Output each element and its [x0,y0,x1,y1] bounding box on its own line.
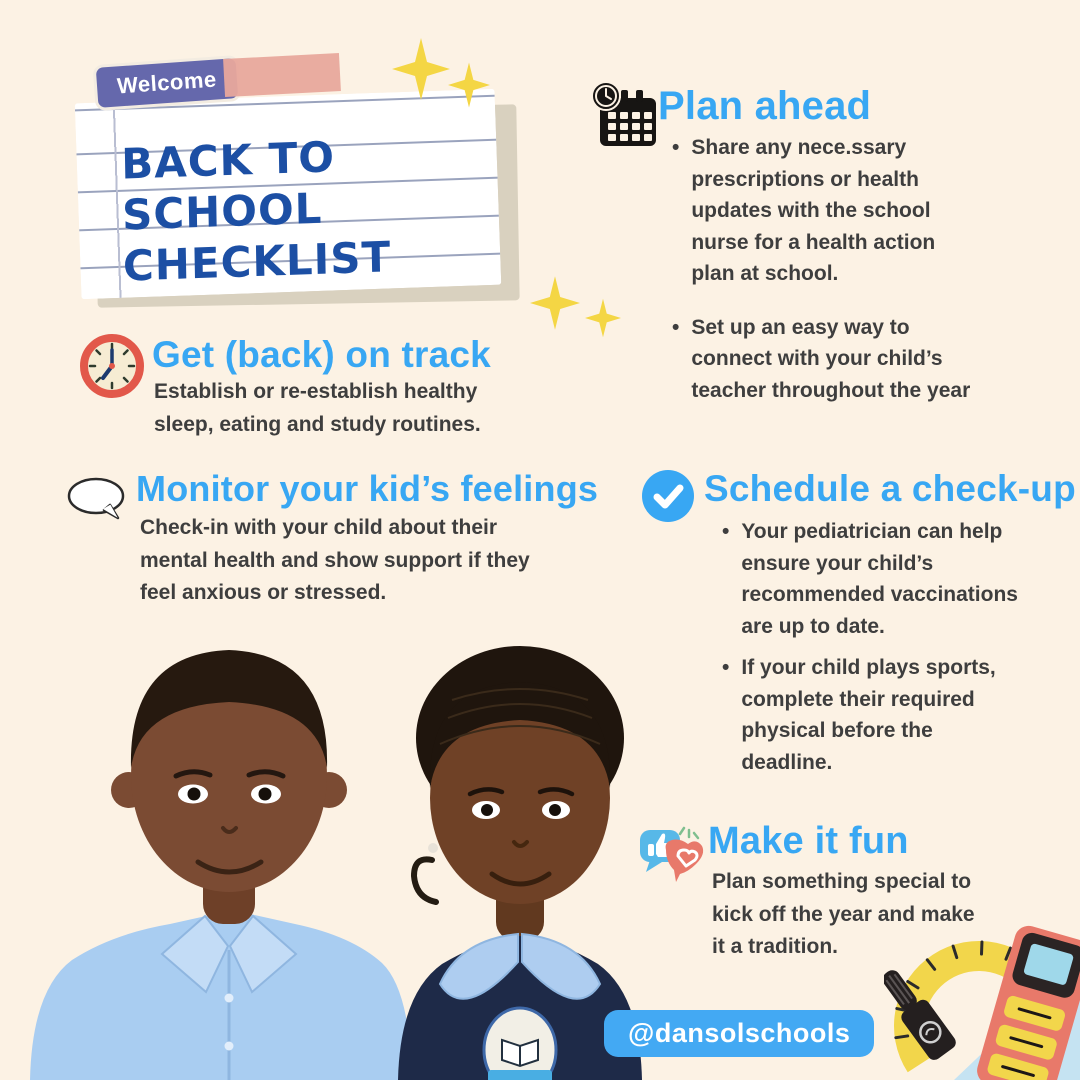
section-title-monitor-feelings: Monitor your kid’s feelings [136,468,599,509]
student-boy [30,650,412,1080]
sparkle-icon [585,298,621,338]
student-girl [398,646,642,1080]
section-title-get-on-track: Get (back) on track [152,334,491,375]
section-title-checkup: Schedule a check-up [704,468,1076,509]
poster-title-line1: BACK TO SCHOOL [120,132,336,240]
section-title-make-it-fun: Make it fun [708,820,909,862]
bullet-marker: • [672,136,680,159]
tape-strip [223,53,341,97]
monitor-feelings-body: Check-in with your child about their mental health and show support if they feel anxious or stressed. [140,516,530,605]
students-photo [0,598,730,1080]
plan-ahead-bullets [672,132,980,406]
speech-bubble-icon [66,474,128,526]
sparkle-icon [530,276,580,330]
bullet-text: Your pediatrician can help ensure your child’s recommended vaccinations are up to date. [741,520,1018,638]
poster-title [121,125,503,292]
poster-title-line2: CHECKLIST [122,232,392,292]
bullet-text: Share any nece.ssary prescriptions or health updates with the school nurse for a health action plan at school. [691,136,936,285]
social-handle-label: @dansolschools [628,1018,851,1048]
list-item [672,132,980,290]
stationery-illustration [884,908,1080,1080]
get-on-track-body: Establish or re-establish healthy sleep, eating and study routines. [154,380,481,436]
clock-icon [80,334,144,398]
checkup-bullets [722,516,1018,778]
social-handle-badge[interactable] [604,1010,874,1057]
list-item [722,652,1018,778]
sparkle-icon [448,62,490,108]
list-item [672,312,980,407]
bullet-text: If your child plays sports, complete their required physical before the deadline. [741,656,996,774]
bullet-marker: • [722,656,730,679]
make-it-fun-body: Plan something special to kick off the year and make it a tradition. [712,870,975,959]
section-title-plan-ahead: Plan ahead [658,84,872,128]
sparkle-icon [392,38,450,100]
bullet-text: Set up an easy way to connect with your child’s teacher throughout the year [691,315,971,402]
calendar-clock-icon [588,80,660,150]
bullet-marker: • [722,520,730,543]
list-item [722,516,1018,642]
welcome-badge-label: Welcome [116,66,218,99]
check-circle-icon [642,470,694,522]
bullet-marker: • [672,315,680,339]
school-crest [484,1008,556,1080]
